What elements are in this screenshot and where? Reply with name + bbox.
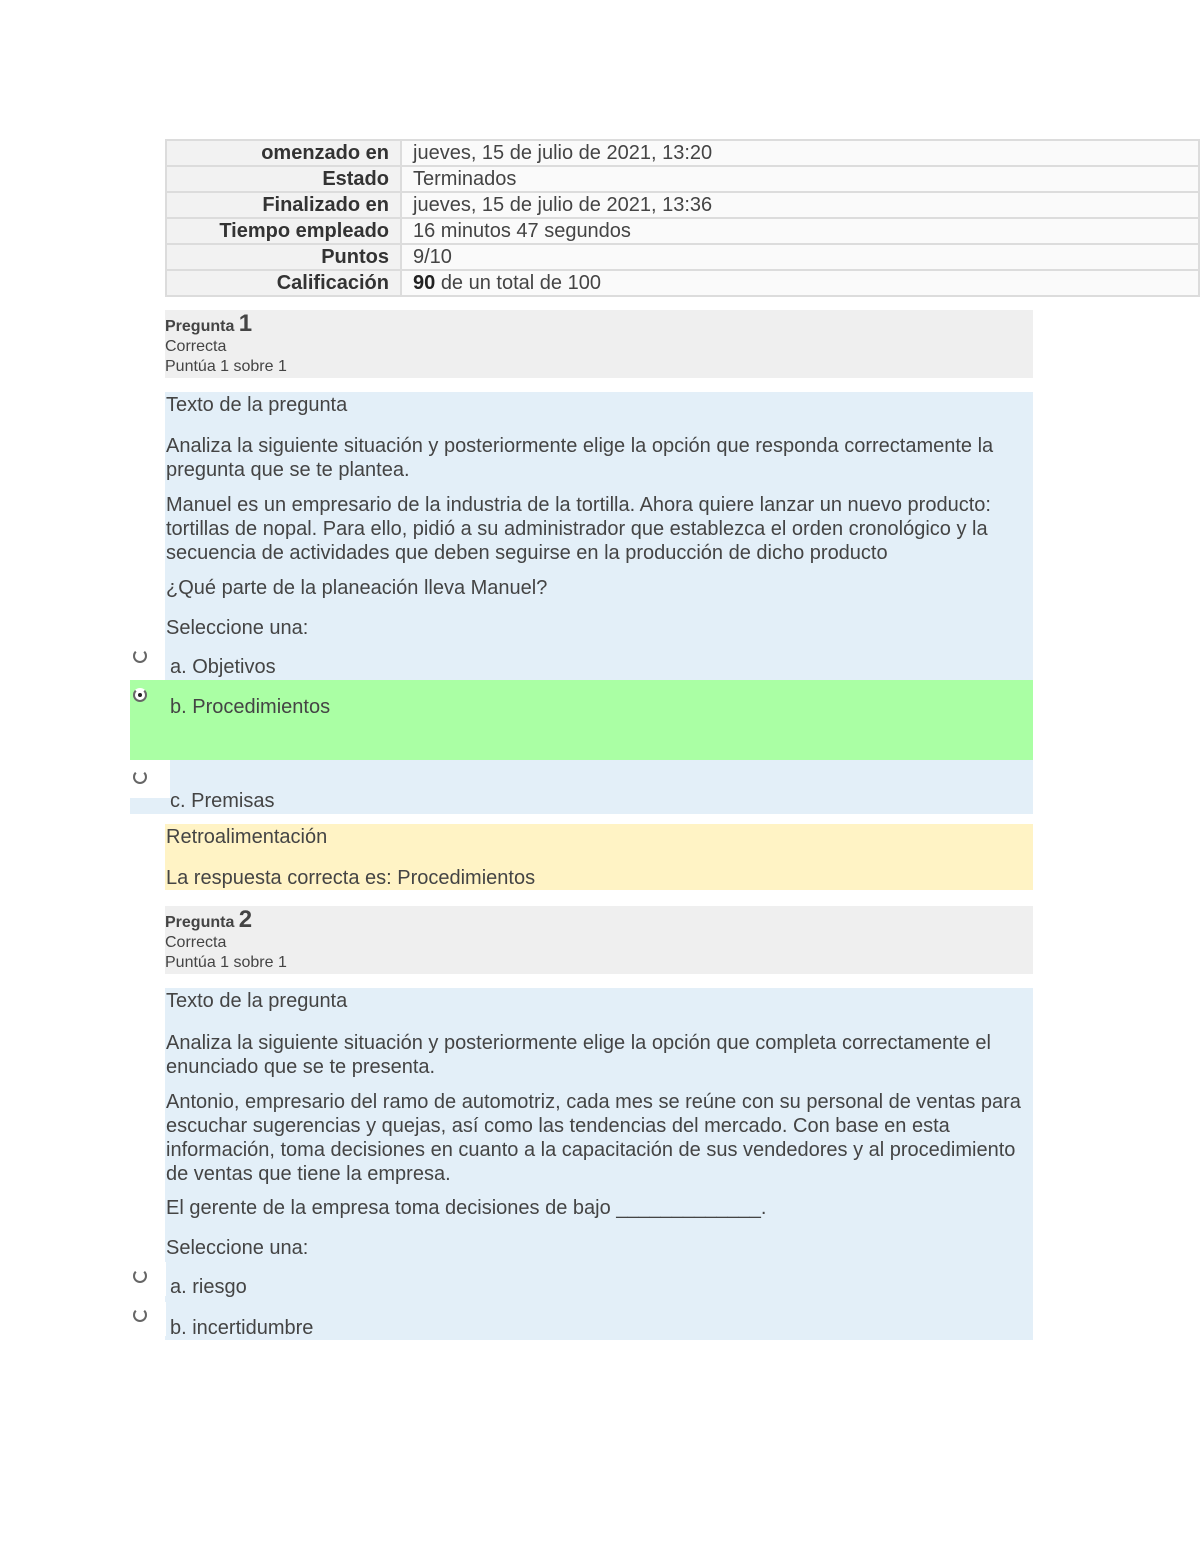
q2-option-a-label[interactable]: a. riesgo xyxy=(170,1276,247,1298)
summary-row-time xyxy=(166,218,1199,244)
question-2-heading: Texto de la pregunta xyxy=(166,990,348,1012)
summary-label: omenzado en xyxy=(166,140,401,166)
question-number: 1 xyxy=(238,310,253,337)
summary-row-state xyxy=(166,166,1199,192)
summary-label: Estado xyxy=(166,166,401,192)
question-1-status: Correcta xyxy=(165,338,227,355)
summary-label: Finalizado en xyxy=(166,192,401,218)
q2-option-a-radio[interactable] xyxy=(133,1269,147,1283)
question-1-paragraph-2: Manuel es un empresario de la industria de la tortilla. Ahora quiere lanzar un nuevo producto: tortillas de nopal. Para ello, pidió a su administrador que establezca el orden cronológico y la secuencia de actividades que deben seguirse en la producción de dicho producto xyxy=(166,494,991,564)
question-2-select-prompt: Seleccione una: xyxy=(166,1237,309,1259)
grade-total: de un total de 100 xyxy=(440,271,601,294)
q2-option-b-radio[interactable] xyxy=(133,1308,147,1322)
q2-option-b-label[interactable]: b. incertidumbre xyxy=(170,1317,314,1339)
question-number: 2 xyxy=(238,906,253,933)
feedback-title: Retroalimentación xyxy=(166,826,328,848)
option-a-radio[interactable] xyxy=(133,649,147,663)
question-label: Pregunta xyxy=(165,318,235,335)
question-1-score: Puntúa 1 sobre 1 xyxy=(165,358,287,375)
summary-label: Puntos xyxy=(166,244,401,270)
option-c-label[interactable]: c. Premisas xyxy=(170,790,275,812)
summary-value: 9/10 xyxy=(401,244,1199,270)
question-2-status: Correcta xyxy=(165,934,227,951)
feedback-text: La respuesta correcta es: Procedimientos xyxy=(166,867,536,889)
summary-row-started xyxy=(166,140,1199,166)
question-1-heading: Texto de la pregunta xyxy=(166,394,348,416)
option-c-radio[interactable] xyxy=(133,770,147,784)
option-b-radio-selected[interactable] xyxy=(133,688,147,702)
question-1-select-prompt: Seleccione una: xyxy=(166,617,309,639)
question-1-paragraph-1: Analiza la siguiente situación y posteriormente elige la opción que responda correctamente la pregunta que se te plantea. xyxy=(166,435,994,481)
question-2-paragraph-2: Antonio, empresario del ramo de automotriz, cada mes se reúne con su personal de ventas para escuchar sugerencias y quejas, así como las tendencias del mercado. Con base en esta información, toma decisiones en cuanto a la capacitación de sus vendedores y al procedimiento de ventas que tiene la empresa. xyxy=(166,1091,1021,1185)
question-1-title xyxy=(165,310,1033,337)
summary-value: Terminados xyxy=(401,166,1199,192)
question-2-paragraph-1: Analiza la siguiente situación y posteriormente elige la opción que completa correctamente el enunciado que se te presenta. xyxy=(166,1032,991,1078)
summary-row-points xyxy=(166,244,1199,270)
question-2-title xyxy=(165,906,1033,933)
attempt-summary-table xyxy=(165,139,1200,297)
question-2-info xyxy=(165,906,1033,974)
question-label: Pregunta xyxy=(165,914,235,931)
question-1-paragraph-3: ¿Qué parte de la planeación lleva Manuel? xyxy=(166,577,548,599)
summary-value: jueves, 15 de julio de 2021, 13:20 xyxy=(401,140,1199,166)
option-b-correct-highlight xyxy=(130,680,1033,760)
summary-value xyxy=(401,270,1199,296)
summary-label: Calificación xyxy=(166,270,401,296)
summary-value: 16 minutos 47 segundos xyxy=(401,218,1199,244)
summary-value: jueves, 15 de julio de 2021, 13:36 xyxy=(401,192,1199,218)
summary-row-grade xyxy=(166,270,1199,296)
summary-row-finished xyxy=(166,192,1199,218)
question-2-paragraph-3: El gerente de la empresa toma decisiones de bajo _____________. xyxy=(166,1197,767,1219)
option-a-label[interactable]: a. Objetivos xyxy=(170,656,276,678)
question-1-info xyxy=(165,310,1033,378)
grade-value: 90 xyxy=(413,271,436,294)
option-b-label[interactable]: b. Procedimientos xyxy=(170,696,331,718)
summary-label: Tiempo empleado xyxy=(166,218,401,244)
question-2-score: Puntúa 1 sobre 1 xyxy=(165,954,287,971)
